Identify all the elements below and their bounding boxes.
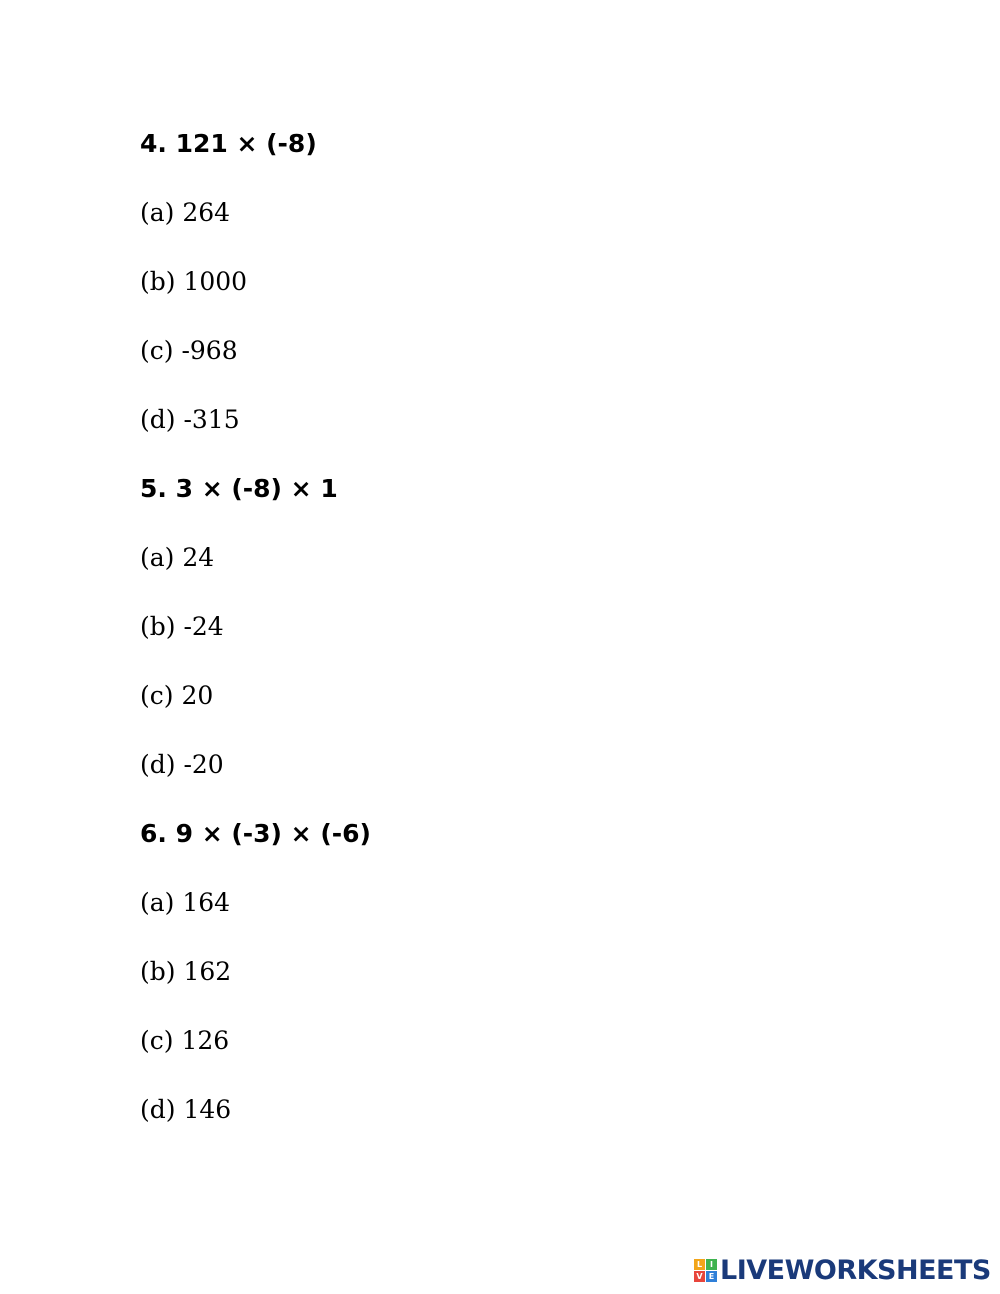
answer-option-d[interactable]: (d) 146 (140, 1095, 232, 1124)
question-text: 5. 3 × (-8) × 1 (140, 474, 338, 503)
question-block (140, 469, 371, 814)
logo-tile: L (694, 1259, 705, 1270)
question-block (140, 814, 371, 1159)
answer-option-b[interactable]: (b) 162 (140, 957, 232, 986)
answer-option-b[interactable]: (b) -24 (140, 612, 224, 641)
answer-option-a[interactable]: (a) 264 (140, 198, 231, 227)
logo-tile: I (706, 1259, 717, 1270)
worksheet (140, 124, 371, 1159)
answer-option-c[interactable]: (c) -968 (140, 336, 238, 365)
answer-option-a[interactable]: (a) 164 (140, 888, 231, 917)
logo-tile: E (706, 1271, 717, 1282)
liveworksheets-logo-icon (694, 1259, 717, 1282)
liveworksheets-logo (694, 1253, 991, 1287)
answer-option-d[interactable]: (d) -315 (140, 405, 240, 434)
question-text: 4. 121 × (-8) (140, 129, 317, 158)
answer-option-a[interactable]: (a) 24 (140, 543, 215, 572)
logo-text: LIVEWORKSHEETS (720, 1254, 991, 1286)
answer-option-d[interactable]: (d) -20 (140, 750, 224, 779)
question-block (140, 124, 371, 469)
question-text: 6. 9 × (-3) × (-6) (140, 819, 371, 848)
logo-tile: V (694, 1271, 705, 1282)
answer-option-c[interactable]: (c) 126 (140, 1026, 230, 1055)
answer-option-c[interactable]: (c) 20 (140, 681, 214, 710)
answer-option-b[interactable]: (b) 1000 (140, 267, 248, 296)
